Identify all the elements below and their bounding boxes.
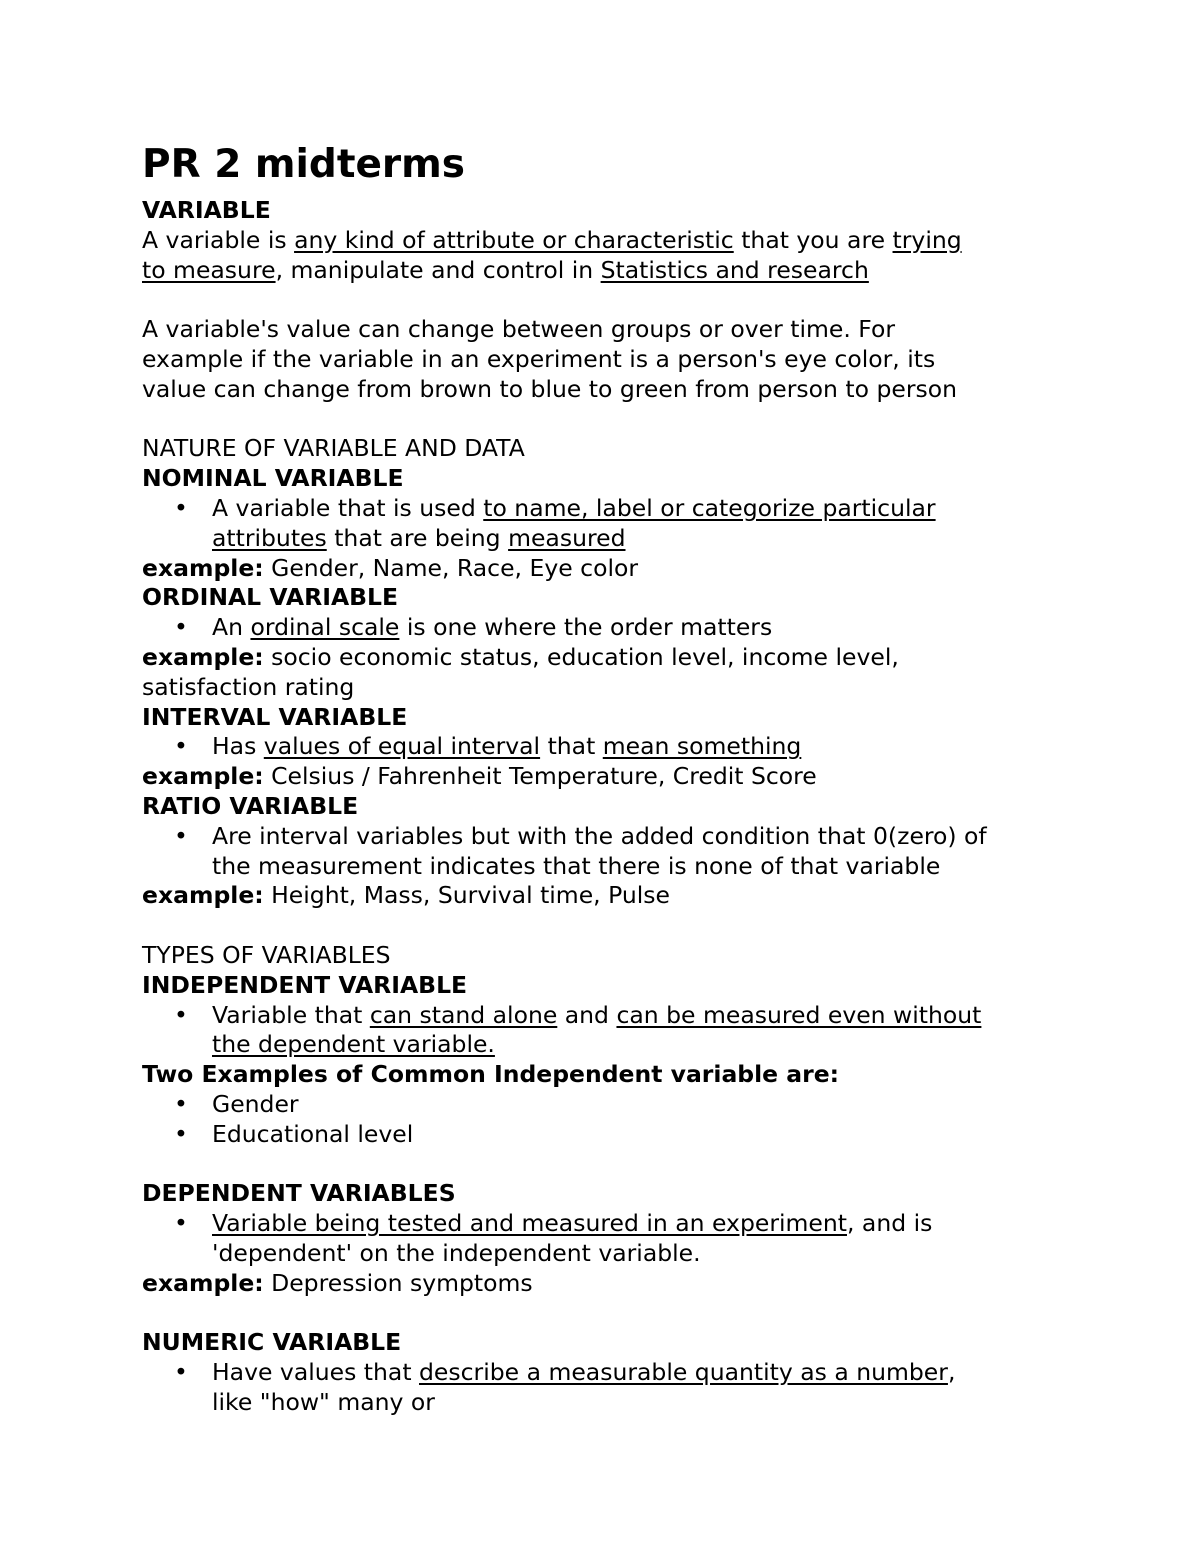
underlined-text: measured [508, 523, 626, 552]
underlined-text: describe a measurable quantity as a number [419, 1358, 948, 1387]
numeric-bullet [142, 1358, 1072, 1418]
dependent-example [142, 1269, 1072, 1299]
nominal-bullet [142, 494, 1072, 554]
underlined-text: trying [892, 225, 962, 254]
dependent-heading: DEPENDENT VARIABLES [142, 1179, 456, 1208]
blank-line [142, 285, 1072, 315]
text: Variable that [212, 1000, 370, 1029]
example-text: Depression symptoms [263, 1268, 533, 1297]
independent-examples-heading: Two Examples of Common Independent variable are: [142, 1060, 840, 1089]
interval-example [142, 762, 1072, 792]
independent-bullet [142, 1001, 1072, 1061]
example-label: example: [142, 881, 264, 910]
independent-examples-list [142, 1090, 1072, 1150]
numeric-heading: NUMERIC VARIABLE [142, 1328, 402, 1357]
ordinal-example-line-1 [142, 643, 1072, 673]
example-text: Celsius / Fahrenheit Temperature, Credit Score [263, 762, 817, 791]
ordinal-bullet-list [142, 613, 1072, 643]
nominal-heading: NOMINAL VARIABLE [142, 464, 404, 493]
text: , [947, 1358, 956, 1387]
example-text: Gender, Name, Race, Eye color [263, 553, 639, 582]
interval-bullet-list [142, 732, 1072, 762]
independent-heading: INDEPENDENT VARIABLE [142, 970, 468, 999]
numeric-bullet-line-2: like "how" many or [212, 1387, 435, 1416]
nominal-bullet-line-1 [212, 494, 1072, 524]
independent-bullet-list [142, 1001, 1072, 1061]
ratio-bullet [142, 822, 1072, 882]
types-heading: TYPES OF VARIABLES [142, 940, 391, 969]
dependent-bullet-list [142, 1209, 1072, 1269]
text: and [557, 1000, 617, 1029]
nominal-bullet-line-2 [212, 524, 1072, 554]
ratio-bullet-line-1: • Are interval variables but with the added condition that 0(zero) of [212, 821, 987, 850]
underlined-text: the dependent variable. [212, 1030, 495, 1059]
underlined-text: attributes [212, 523, 327, 552]
text: , and is [846, 1209, 933, 1238]
text: A variable is [142, 225, 295, 254]
dependent-bullet-line-1 [212, 1209, 1072, 1239]
nominal-bullet-list [142, 494, 1072, 554]
independent-example-item: • Educational level [142, 1120, 1072, 1150]
blank-line [142, 1298, 1072, 1328]
interval-heading: INTERVAL VARIABLE [142, 702, 408, 731]
dependent-bullet-line-2: 'dependent' on the independent variable. [212, 1238, 701, 1267]
underlined-text: mean something [602, 732, 802, 761]
example-label: example: [142, 642, 264, 671]
dependent-bullet [142, 1209, 1072, 1269]
variable-paragraph-line-2: example if the variable in an experiment is a person's eye color, its [142, 344, 936, 373]
ratio-bullet-list [142, 822, 1072, 882]
underlined-text: Statistics and research [600, 255, 869, 284]
variable-definition-line-1 [142, 226, 1072, 256]
text: Have values that [212, 1358, 420, 1387]
text: is one where the order matters [399, 613, 773, 642]
ratio-bullet-line-2: the measurement indicates that there is none of that variable [212, 851, 941, 880]
variable-paragraph-line-1: A variable's value can change between groups or over time. For [142, 315, 896, 344]
example-text: socio economic status, education level, income level, [263, 642, 899, 671]
variable-heading: VARIABLE [142, 196, 271, 224]
blank-line [142, 911, 1072, 941]
independent-bullet-line-1 [212, 1001, 1072, 1031]
text: Has [212, 732, 264, 761]
ordinal-example-line-2: satisfaction rating [142, 672, 355, 701]
underlined-text: Variable being tested and measured in an experiment [212, 1209, 847, 1238]
example-label: example: [142, 762, 264, 791]
ratio-heading: RATIO VARIABLE [142, 791, 359, 820]
variable-paragraph-line-3: value can change from brown to blue to green from person to person [142, 374, 958, 403]
text: , manipulate and control in [275, 255, 601, 284]
ordinal-heading: ORDINAL VARIABLE [142, 583, 399, 612]
document-page [142, 140, 1072, 1418]
blank-line [142, 1150, 1072, 1180]
text: that are being [326, 523, 509, 552]
underlined-text: any kind of attribute or characteristic [294, 225, 734, 254]
underlined-text: values of equal interval [263, 732, 541, 761]
underlined-text: can be measured even without [616, 1000, 982, 1029]
text: An [212, 613, 251, 642]
nature-heading: NATURE OF VARIABLE AND DATA [142, 434, 525, 463]
text: that [540, 732, 603, 761]
underlined-text: can stand alone [369, 1000, 558, 1029]
underlined-text: to name, label or categorize particular [483, 493, 936, 522]
interval-bullet [142, 732, 1072, 762]
underlined-text: to measure [142, 255, 276, 284]
example-label: example: [142, 1268, 264, 1297]
ratio-example [142, 881, 1072, 911]
variable-definition-line-2 [142, 256, 1072, 286]
numeric-bullet-list [142, 1358, 1072, 1418]
interval-bullet-line-1 [212, 732, 1072, 762]
nominal-example [142, 554, 1072, 584]
example-label: example: [142, 553, 264, 582]
underlined-text: ordinal scale [250, 613, 400, 642]
text: that you are [733, 225, 893, 254]
independent-bullet-line-2 [212, 1030, 1072, 1060]
ordinal-bullet [142, 613, 1072, 643]
independent-example-item: • Gender [142, 1090, 1072, 1120]
numeric-bullet-line-1 [212, 1358, 1072, 1388]
text: A variable that is used [212, 493, 484, 522]
ordinal-bullet-line-1 [212, 613, 1072, 643]
blank-line [142, 405, 1072, 435]
example-text: Height, Mass, Survival time, Pulse [263, 881, 670, 910]
document-title: PR 2 midterms [142, 142, 466, 187]
